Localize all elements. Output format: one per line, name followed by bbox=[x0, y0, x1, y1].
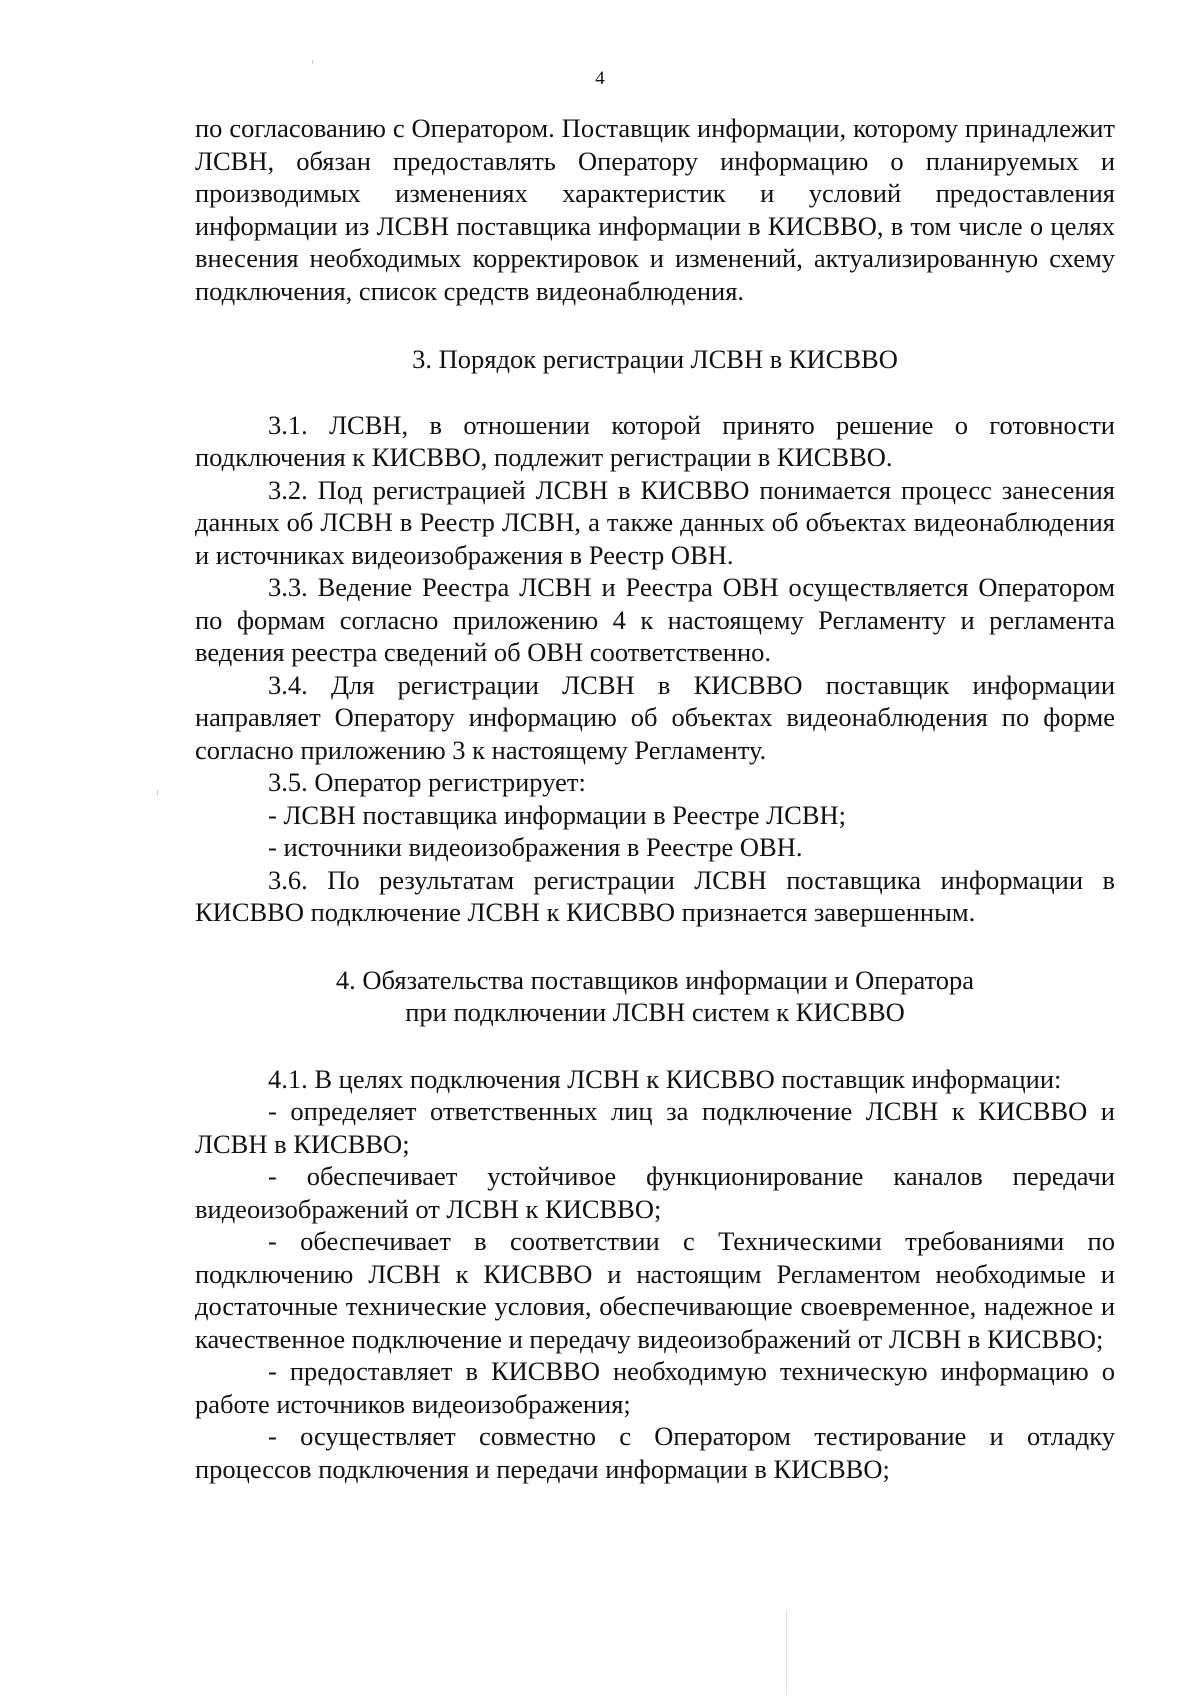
page-number: 4 bbox=[595, 68, 605, 89]
scan-artifact-top bbox=[312, 60, 313, 64]
section-4-heading-line-2: при подключении ЛСВН систем к КИСВВО bbox=[405, 997, 905, 1027]
paragraph-3-4: 3.4. Для регистрации ЛСВН в КИСВВО поставщик информации направляет Оператору информацию об объектах видеонаблюдения по форме согласно приложению 3 к настоящему Регламенту. bbox=[195, 669, 1115, 765]
paragraph-3-2: 3.2. Под регистрацией ЛСВН в КИСВВО понимается процесс занесения данных об ЛСВН в Реестр ЛСВН, а также данных об объектах видеонаблюдения и источниках видеоизображения в Реестр ОВН. bbox=[195, 474, 1115, 570]
list-item-4-1-4: - предоставляет в КИСВВО необходимую техническую информацию о работе источников видеоизображения; bbox=[195, 1356, 1115, 1419]
list-item-4-1-1: - определяет ответственных лиц за подключение ЛСВН к КИСВВО и ЛСВН в КИСВВО; bbox=[195, 1096, 1115, 1159]
list-item-3-5-2: - источники видеоизображения в Реестре ОВН. bbox=[268, 832, 803, 862]
scan-artifact-left bbox=[157, 790, 158, 796]
paragraph-3-1: 3.1. ЛСВН, в отношении которой принято решение о готовности подключения к КИСВВО, подлежит регистрации в КИСВВО. bbox=[195, 409, 1115, 472]
list-item-4-1-5: - осуществляет совместно с Оператором тестирование и отладку процессов подключения и передачи информации в КИСВВО; bbox=[195, 1421, 1115, 1484]
paragraph-3-5: 3.5. Оператор регистрирует: bbox=[268, 767, 586, 797]
section-4-heading bbox=[195, 964, 1115, 1029]
paragraph-3-3: 3.3. Ведение Реестра ЛСВН и Реестра ОВН осуществляется Оператором по формам согласно приложению 4 к настоящему Регламенту и регламента ведения реестра сведений об ОВН соответственно. bbox=[195, 572, 1115, 667]
section-3-heading: 3. Порядок регистрации ЛСВН в КИСВВО bbox=[412, 344, 898, 374]
intro-paragraph: по согласованию с Оператором. Поставщик информации, которому принадлежит ЛСВН, обязан предоставлять Оператору информацию о планируемых и производимых изменениях характеристик и условий предоставления информации из ЛСВН поставщика информации в КИСВВО, в том числе о целях внесения необходимых корректировок и изменений, актуализированную схему подключения, список средств видеонаблюдения. bbox=[195, 113, 1115, 306]
list-item-4-1-2: - обеспечивает устойчивое функционирование каналов передачи видеоизображений от ЛСВН к КИСВВО; bbox=[195, 1161, 1115, 1224]
section-4-heading-line-1: 4. Обязательства поставщиков информации и Оператора bbox=[335, 964, 975, 995]
paragraph-4-1: 4.1. В целях подключения ЛСВН к КИСВВО поставщик информации: bbox=[268, 1063, 1062, 1094]
document-body bbox=[195, 112, 1115, 1485]
list-item-4-1-3: - обеспечивает в соответствии с Техническими требованиями по подключению ЛСВН к КИСВВО и настоящим Регламентом необходимые и достаточные технические условия, обеспечивающие своевременное, надежное и качественное подключение и передачу видеоизображений от ЛСВН в КИСВВО; bbox=[195, 1226, 1115, 1354]
paragraph-3-6: 3.6. По результатам регистрации ЛСВН поставщика информации в КИСВВО подключение ЛСВН к КИСВВО признается завершенным. bbox=[195, 864, 1115, 927]
list-item-3-5-1: - ЛСВН поставщика информации в Реестре ЛСВН; bbox=[268, 799, 847, 830]
scan-artifact-bottom bbox=[786, 1610, 787, 1695]
